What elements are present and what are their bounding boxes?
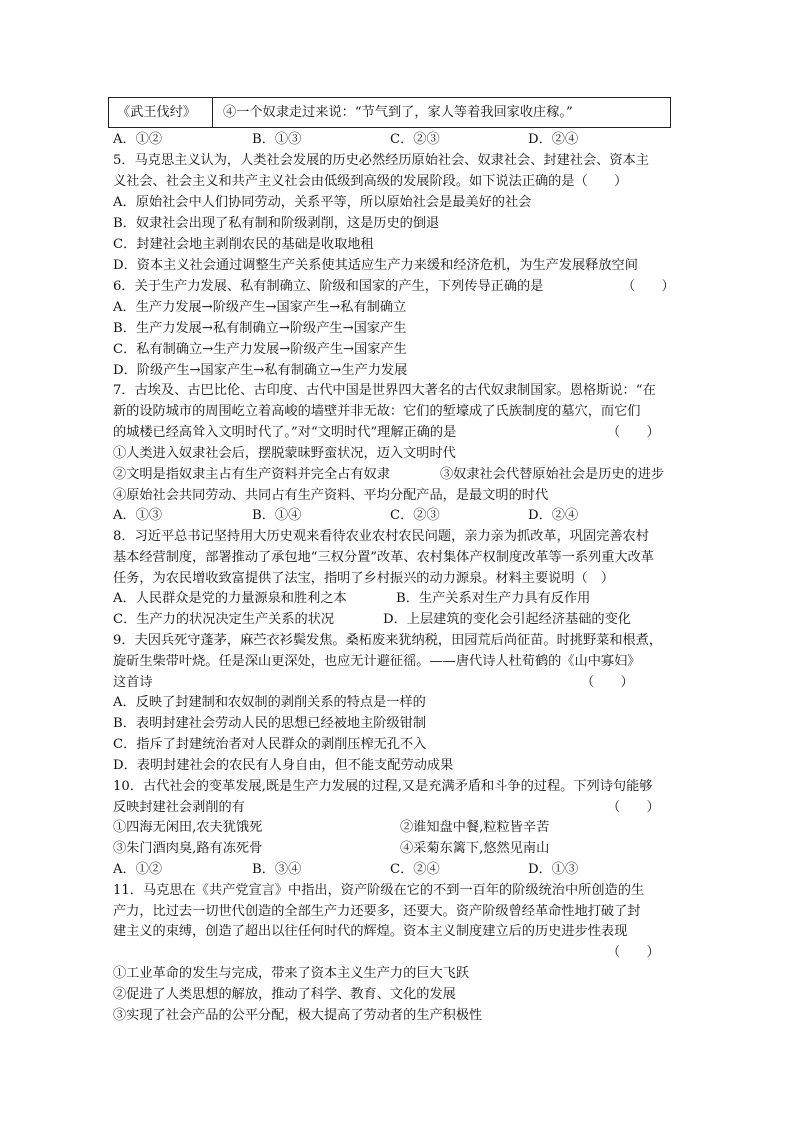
table-cell-title: 《武王伐纣》	[109, 98, 213, 127]
q10-statement-2: ②谁知盘中餐,粒粒皆辛苦	[400, 820, 550, 835]
q9-option-c: C．指斥了封建统治者对人民群众的剥削压榨无孔不入	[113, 737, 427, 752]
q4-option-d: D．②④	[528, 132, 579, 147]
q7-stem-line3: 的城楼已经高耸入文明时代了。”对“文明时代”理解正确的是	[113, 425, 457, 440]
q4-option-c: C．②③	[390, 132, 440, 147]
q10-option-c: C．②④	[390, 862, 440, 877]
q11-statement-2: ②促进了人类思想的解放，推动了科学、教育、文化的发展	[113, 987, 456, 1002]
q7-statement-1: ①人类进入奴隶社会后，摆脱蒙昧野蛮状况，迈入文明时代	[113, 446, 456, 461]
q10-stem-line2: 反映封建社会剥削的有	[113, 800, 245, 815]
q5-option-b: B．奴隶社会出现了私有制和阶级剥削，这是历史的倒退	[113, 216, 440, 231]
q11-stem-line1: 11．马克思在《共产党宣言》中指出，资产阶级在它的不到一百年的阶级统治中所创造的生	[113, 883, 645, 898]
question-table	[108, 97, 671, 128]
q7-statement-3: ③奴隶社会代替原始社会是历史的进步	[440, 467, 665, 482]
q5-option-a: A．原始社会中人们协同劳动，关系平等，所以原始社会是最美好的社会	[113, 195, 532, 210]
q10-statement-1: ①四海无闲田,农夫犹饿死	[113, 820, 263, 835]
q9-option-a: A．反映了封建制和农奴制的剥削关系的特点是一样的	[113, 695, 426, 710]
q5-option-c: C．封建社会地主剥削农民的基础是收取地租	[113, 237, 374, 252]
q6-option-d: D．阶级产生→国家产生→私有制确立→生产力发展	[113, 363, 408, 378]
q10-option-d: D．①③	[528, 862, 579, 877]
q6-option-b: B．生产力发展→私有制确立→阶级产生→国家产生	[113, 321, 407, 336]
q7-answer-paren: （ ）	[607, 425, 660, 440]
q9-stem-line2: 旋斫生柴带叶烧。任是深山更深处，也应无计避征徭。——唐代诗人杜荀鹤的《山中寡妇》	[113, 654, 641, 669]
q7-option-d: D．②④	[528, 508, 579, 523]
q7-statement-2: ②文明是指奴隶主占有生产资料并完全占有奴隶	[113, 467, 390, 482]
q11-answer-paren: （ ）	[607, 945, 660, 960]
q4-option-b: B．①③	[252, 132, 302, 147]
q9-stem-line3: 这首诗	[113, 675, 153, 690]
q8-stem-line1: 8．习近平总书记坚持用大历史观来看待农业农村农民问题，亲力亲为抓改革，巩固完善农村	[113, 529, 649, 544]
q7-stem-line1: 7．古埃及、古巴比伦、古印度、古代中国是世界四大著名的古代奴隶制国家。恩格斯说：“在	[113, 383, 656, 398]
q5-stem-line1: 5．马克思主义认为，人类社会发展的历史必然经历原始社会、奴隶社会、封建社会、资本主	[113, 153, 649, 168]
q9-stem-line1: 9．夫因兵死守蓬茅，麻苎衣衫鬓发焦。桑柘废来犹纳税，田园荒后尚征苗。时挑野菜和根煮，	[113, 633, 663, 648]
table-cell-content: ④一个奴隶走过来说：“节气到了，家人等着我回家收庄稼。”	[223, 105, 573, 120]
q7-option-c: C．②③	[390, 508, 440, 523]
q11-stem-line2: 产力，比过去一切世代创造的全部生产力还要多，还要大。资产阶级曾经革命性地打破了封	[113, 904, 641, 919]
q10-answer-paren: （ ）	[607, 800, 660, 815]
q11-stem-line3: 建主义的束缚，创造了超出以往任何时代的辉煌。资本主义制度建立后的历史进步性表现	[113, 924, 628, 939]
q6-option-c: C．私有制确立→生产力发展→阶级产生→国家产生	[113, 342, 407, 357]
q5-option-d: D．资本主义社会通过调整生产关系使其适应生产力来缓和经济危机，为生产发展释放空间	[113, 258, 638, 273]
q6-option-a: A．生产力发展→阶级产生→国家产生→私有制确立	[113, 300, 407, 315]
q10-statement-3: ③朱门酒肉臭,路有冻死骨	[113, 841, 263, 856]
q8-option-d: D．上层建筑的变化会引起经济基础的变化	[383, 612, 631, 627]
q10-stem-line1: 10．古代社会的变革发展,既是生产力发展的过程,又是充满矛盾和斗争的过程。下列诗句能够	[113, 779, 653, 794]
q8-option-b: B．生产关系对生产力具有反作用	[396, 591, 591, 606]
q7-option-a: A．①③	[113, 508, 163, 523]
q6-stem: 6．关于生产力发展、私有制确立、阶级和国家的产生，下列传导正确的是	[113, 279, 544, 294]
q4-option-a: A．①②	[113, 132, 163, 147]
q10-statement-4: ④采菊东篱下,悠然见南山	[400, 841, 550, 856]
q9-option-b: B．表明封建社会劳动人民的思想已经被地主阶级钳制	[113, 716, 427, 731]
q7-statement-4: ④原始社会共同劳动、共同占有生产资料、平均分配产品，是最文明的时代	[113, 488, 549, 503]
q8-stem-line3: 任务，为农民增收致富提供了法宝，指明了乡村振兴的动力源泉。材料主要说明（ ）	[113, 571, 615, 586]
q6-answer-paren: （ ）	[622, 279, 675, 294]
q10-option-b: B．③④	[252, 862, 302, 877]
q5-stem-line2: 义社会、社会主义和共产主义社会由低级到高级的发展阶段。如下说法正确的是（ ）	[113, 174, 628, 189]
q7-stem-line2: 新的设防城市的周围屹立着高峻的墙壁并非无故：它们的堑壕成了氏族制度的墓穴，而它们	[113, 404, 641, 419]
q10-option-a: A．①②	[113, 862, 163, 877]
q8-option-a: A．人民群众是党的力量源泉和胜利之本	[113, 591, 347, 606]
q11-statement-1: ①工业革命的发生与完成，带来了资本主义生产力的巨大飞跃	[113, 966, 470, 981]
q8-stem-line2: 基本经营制度，部署推动了承包地“三权分置”改革、农村集体产权制度改革等一系列重大改革	[113, 550, 654, 565]
q9-option-d: D．表明封建社会的农民有人身自由，但不能支配劳动成果	[113, 758, 454, 773]
q8-option-c: C．生产力的状况决定生产关系的状况	[113, 612, 335, 627]
q7-option-b: B．①④	[252, 508, 302, 523]
q11-statement-3: ③实现了社会产品的公平分配，极大提高了劳动者的生产积极性	[113, 1008, 483, 1023]
q9-answer-paren: （ ）	[581, 675, 634, 690]
